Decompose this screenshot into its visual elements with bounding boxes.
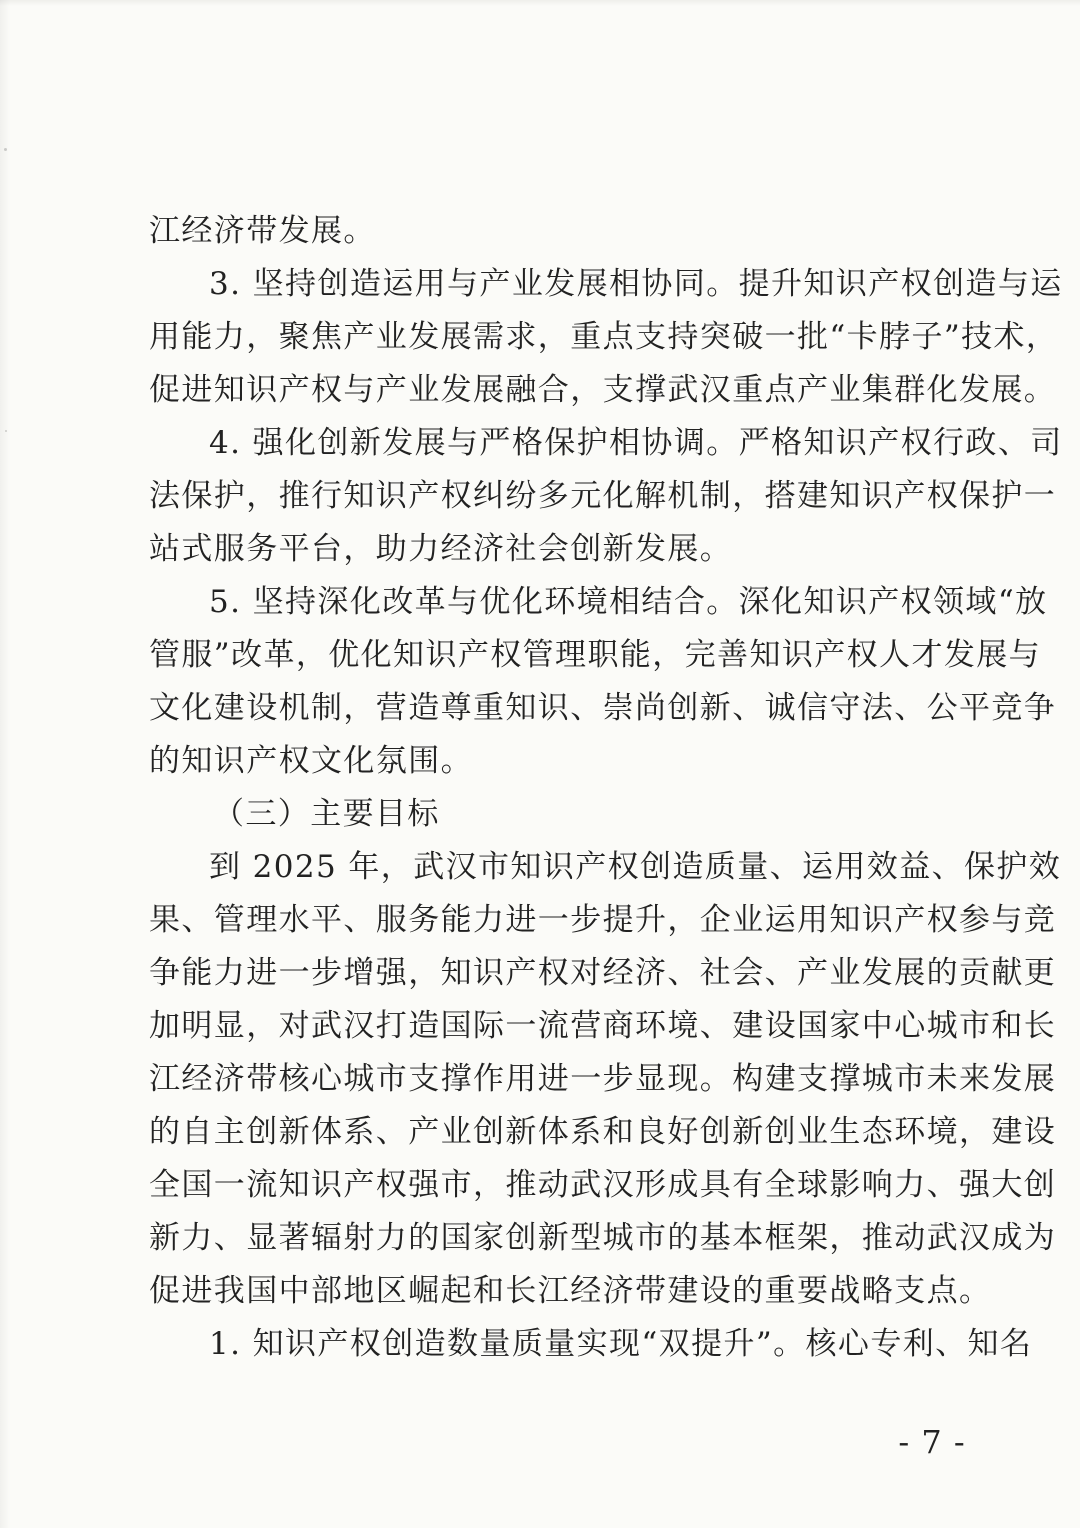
principle-5-line: 的知识产权文化氛围。 <box>149 743 473 779</box>
principle-4-line: 4. 强化创新发展与严格保护相协调。严格知识产权行政、司 <box>209 425 1063 461</box>
goal-paragraph-line: 果、管理水平、服务能力进一步提升，企业运用知识产权参与竞 <box>149 902 1057 938</box>
scan-edge <box>0 0 1080 6</box>
goal-item-1-line: 1. 知识产权创造数量质量实现“双提升”。核心专利、知名 <box>209 1326 1033 1362</box>
goal-paragraph-line: 新力、显著辐射力的国家创新型城市的基本框架，推动武汉成为 <box>149 1220 1057 1256</box>
goal-paragraph-line: 到 2025 年，武汉市知识产权创造质量、运用效益、保护效 <box>209 849 1062 885</box>
goal-paragraph-line: 促进我国中部地区崛起和长江经济带建设的重要战略支点。 <box>149 1273 992 1309</box>
goal-paragraph-line: 的自主创新体系、产业创新体系和良好创新创业生态环境，建设 <box>149 1114 1057 1150</box>
goal-paragraph-line: 加明显，对武汉打造国际一流营商环境、建设国家中心城市和长 <box>149 1008 1057 1044</box>
principle-3-line: 促进知识产权与产业发展融合，支撑武汉重点产业集群化发展。 <box>149 372 1057 408</box>
principle-5-line: 5. 坚持深化改革与优化环境相结合。深化知识产权领域“放 <box>209 584 1048 620</box>
goal-paragraph-line: 争能力进一步增强，知识产权对经济、社会、产业发展的贡献更 <box>149 955 1057 991</box>
scan-speck <box>4 148 7 151</box>
principle-3-line: 用能力，聚焦产业发展需求，重点支持突破一批“卡脖子”技术， <box>149 319 1059 355</box>
section-heading: （三）主要目标 <box>213 796 440 832</box>
continuation-line: 江经济带发展。 <box>149 213 376 249</box>
principle-3-line: 3. 坚持创造运用与产业发展相协同。提升知识产权创造与运 <box>209 266 1063 302</box>
page-number: - 7 - <box>898 1423 966 1461</box>
goal-paragraph-line: 江经济带核心城市支撑作用进一步显现。构建支撑城市未来发展 <box>149 1061 1057 1097</box>
goal-paragraph-line: 全国一流知识产权强市，推动武汉形成具有全球影响力、强大创 <box>149 1167 1057 1203</box>
document-body <box>149 205 1063 1371</box>
principle-4-line: 站式服务平台，助力经济社会创新发展。 <box>149 531 733 567</box>
principle-5-line: 文化建设机制，营造尊重知识、崇尚创新、诚信守法、公平竞争 <box>149 690 1057 726</box>
scan-speck <box>5 430 7 432</box>
principle-4-line: 法保护，推行知识产权纠纷多元化解机制，搭建知识产权保护一 <box>149 478 1057 514</box>
principle-5-line: 管服”改革，优化知识产权管理职能，完善知识产权人才发展与 <box>149 637 1042 673</box>
